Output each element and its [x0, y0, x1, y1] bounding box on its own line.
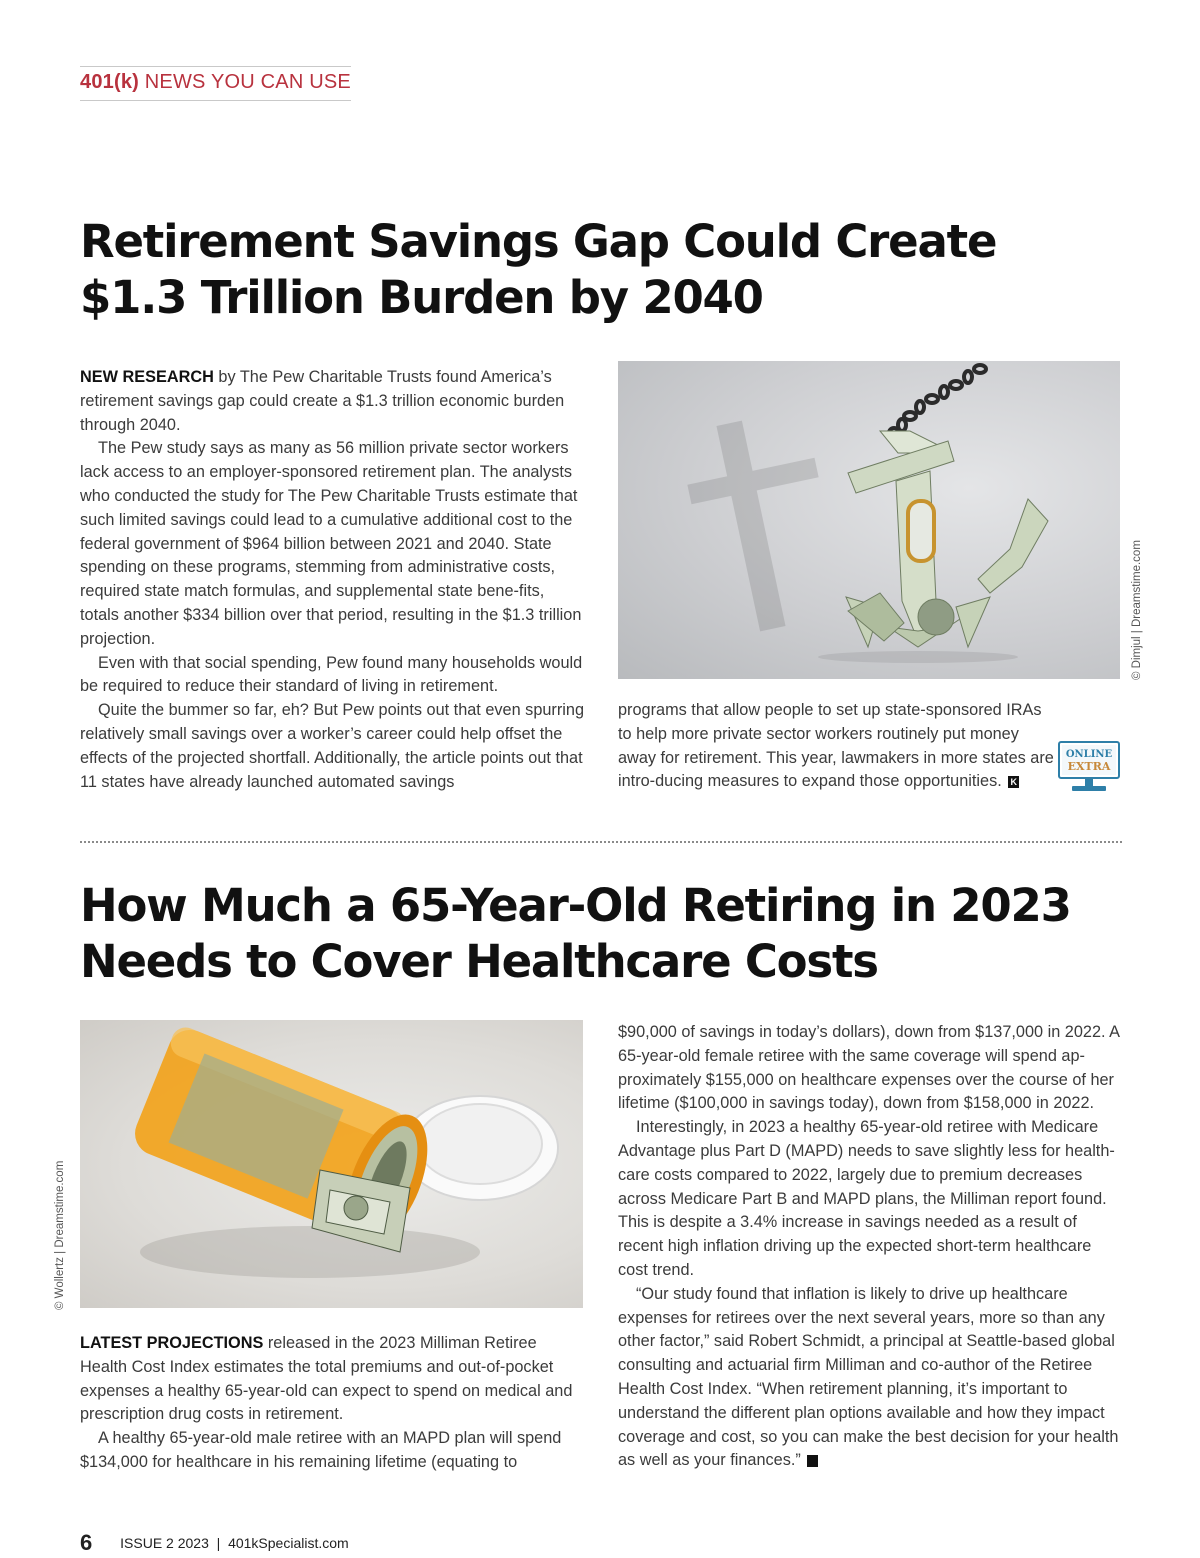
article1-p2: The Pew study says as many as 56 million private sector workers lack access to an employer-sponsored retirement plan. The analysts who conducted the study for The Pew Charitable Trusts estimate that such limited savings could lead to a cumulative additional cost to the federal government of $964 billion between 2021 and 2040. State spending on these programs, stemming from administrative costs, required state match formulas, and supplemental state bene-fits, totals another $334 billion over that period, resulting in the $1.3 trillion projection. [80, 439, 582, 648]
article2-headline-line1: How Much a 65-Year-Old Retiring in 2023 [80, 879, 1071, 932]
page-footer [80, 1530, 349, 1556]
article1-p3: Even with that social spending, Pew found many households would be required to reduce their standard of living in retirement. [80, 653, 583, 696]
footer-separator: | [216, 1535, 221, 1551]
pill-photo-credit: © Wollertz | Dreamstime.com [54, 1160, 66, 1310]
article2-p5 [618, 1283, 1123, 1473]
section-divider [80, 841, 1122, 843]
monitor-icon [1058, 741, 1120, 793]
end-mark-icon: K [1008, 776, 1019, 788]
article1-p5 [618, 699, 1058, 794]
footer-site-link[interactable]: 401kSpecialist.com [228, 1535, 349, 1551]
page-number: 6 [80, 1530, 93, 1555]
article2-p5-text: “Our study found that inflation is likely to drive up healthcare expenses for retirees over the next several years, more so than any other factor,” said Robert Schmidt, a principal at Seattle-based global consulting and actuarial firm Milliman and co-author of the Retiree Health Cost Index. “When retirement planning, it’s important to understand the different plan options available and how they impact coverage and cost, so you can make the best decision for your health as well as your finances.” [618, 1284, 1119, 1470]
issue-label: ISSUE 2 2023 [120, 1535, 209, 1551]
article1-column-left [80, 366, 585, 794]
article1-paragraph [80, 366, 585, 437]
article1-headline-line2: $1.3 Trillion Burden by 2040 [80, 271, 763, 324]
article2-p3: $90,000 of savings in today’s dollars), down from $137,000 in 2022. A 65-year-old female retiree with the same coverage will spend ap-proximately $155,000 on healthcare expenses over the course of her lifetime ($100,000 in savings today), down from $158,000 in 2022. [618, 1023, 1120, 1113]
end-mark-icon: K [807, 1455, 818, 1467]
section-label-bold: 401(k) [80, 71, 140, 93]
article1-p4: Quite the bummer so far, eh? But Pew points out that even spurring relatively small savings over a worker’s career could help offset the effects of the projected shortfall. Additionally, the article points out that 11 states have already launched automated savings [80, 701, 584, 791]
anchor-money-photo [618, 361, 1120, 679]
article2-column-right [618, 1021, 1123, 1473]
anchor-photo-credit: © Dimjul | Dreamstime.com [1131, 540, 1143, 680]
article1-lead: NEW RESEARCH [80, 368, 214, 386]
article2-column-left [80, 1332, 585, 1475]
article2-p2: A healthy 65-year-old male retiree with an MAPD plan will spend $134,000 for healthcare in his remaining lifetime (equating to [80, 1429, 562, 1471]
pill-bottle-illustration [80, 1020, 583, 1308]
online-extra-line1: ONLINE [1065, 749, 1113, 760]
section-label-rest: NEWS YOU CAN USE [139, 71, 351, 93]
anchor-money-illustration [618, 361, 1120, 679]
pill-bottle-money-photo [80, 1020, 583, 1308]
article2-paragraph [80, 1332, 585, 1427]
online-extra-monitor-icon[interactable] [1058, 741, 1120, 793]
article1-headline-line1: Retirement Savings Gap Could Create [80, 215, 997, 268]
article2-headline-line2: Needs to Cover Healthcare Costs [80, 935, 878, 988]
online-extra-line2: EXTRA [1067, 760, 1111, 773]
section-label [80, 66, 351, 101]
article2-p4: Interestingly, in 2023 a healthy 65-year-old retiree with Medicare Advantage plus Part D (MAPD) needs to save slightly less for health-care costs compared to 2022, largely due to premium decreases across Medicare Part B and MAPD plans, the Milliman report found. This is despite a 3.4% increase in savings needed as a result of recent high inflation driving up the expected short-term healthcare cost trend. [618, 1118, 1115, 1279]
article2-p1: released in the 2023 Milliman Retiree Health Cost Index estimates the total premiums and out-of-pocket expenses a healthy 65-year-old can expect to spend on medical and prescription drug costs in retirement. [80, 1334, 573, 1424]
article1-headline [80, 214, 1120, 326]
article1-column-right [618, 699, 1058, 794]
article1-p1: by The Pew Charitable Trusts found America’s retirement savings gap could create a $1.3 trillion economic burden through 2040. [80, 368, 565, 434]
article1-p5-text: programs that allow people to set up state-sponsored IRAs to help more private sector workers routinely put money away for retirement. This year, lawmakers in more states are intro-ducing measures to expand those opportunities. [618, 701, 1054, 791]
article2-headline [80, 878, 1120, 990]
article2-lead: LATEST PROJECTIONS [80, 1334, 264, 1352]
